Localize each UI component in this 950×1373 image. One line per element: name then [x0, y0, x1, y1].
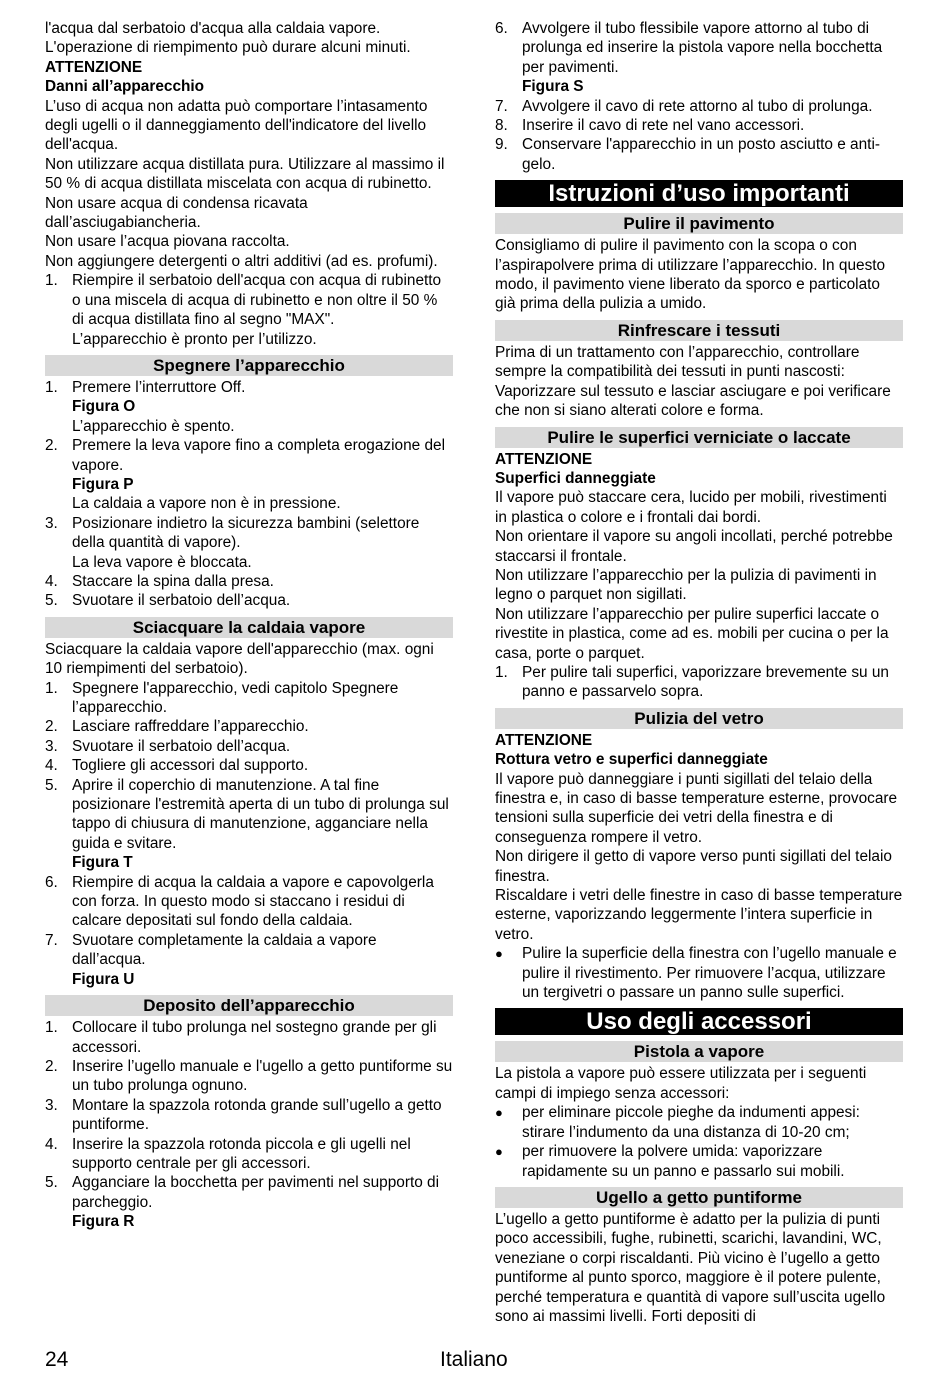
list-text: Staccare la spina dalla presa. [72, 572, 274, 590]
bullet-item [495, 1103, 903, 1142]
list-text: Posizionare indietro la sicurezza bambini (selettore della quantità di vapore). [72, 514, 420, 552]
section-heading-pavimento: Pulire il pavimento [495, 213, 903, 234]
figure-ref: Figura O [72, 398, 136, 416]
list-text: Inserire l’ugello manuale e l'ugello a getto puntiforme su un tubo prolunga ognuno. [72, 1057, 453, 1095]
list-text: Collocare il tubo prolunga nel sostegno grande per gli accessori. [72, 1019, 437, 1056]
list-number: 4. [45, 1135, 58, 1153]
paragraph: Riscaldare i vetri delle finestre in caso di basse temperature esterne, vaporizzando leggermente l’intera superficie in vetro. [495, 887, 903, 943]
bullet-text: Pulire la superficie della finestra con l’ugello manuale e pulire il rivestimento. Per rimuovere l’acqua, utilizzare un tergivetri o passare un panno sulle superfici. [522, 945, 897, 1002]
paragraph: Non orientare il vapore su angoli incollati, perché potrebbe staccarsi il frontale. [495, 528, 893, 565]
list-item [45, 1057, 453, 1096]
paragraph: Non utilizzare l’apparecchio per pulire superfici laccate o rivestite in plastica, come ad es. mobili per cucina o per la casa, porte o parquet. [495, 605, 889, 662]
section-heading-vetro: Pulizia del vetro [495, 708, 903, 729]
list-item [45, 776, 453, 873]
list-item [45, 717, 453, 736]
section-heading-deposito: Deposito dell’apparecchio [45, 995, 453, 1016]
list-number: 8. [495, 117, 508, 135]
list-item [495, 97, 903, 116]
list-text: Lasciare raffreddare l’apparecchio. [72, 718, 309, 736]
list-item [45, 514, 453, 572]
list-text: Agganciare la bocchetta per pavimenti nel supporto di parcheggio. [72, 1174, 440, 1211]
list-number: 5. [45, 776, 58, 794]
section-intro: Sciacquare la caldaia vapore dell'apparecchio (max. ogni 10 riempimenti del serbatoio). [45, 640, 434, 678]
list-item [45, 1173, 453, 1231]
list-subtext: La leva vapore è bloccata. [72, 553, 252, 571]
bullet-item [495, 1142, 903, 1181]
list-number: 9. [495, 136, 508, 154]
list-number: 2. [45, 1057, 58, 1075]
paragraph: Non utilizzare acqua distillata pura. Utilizzare al massimo il 50 % di acqua distillata miscelata con acqua di rubinetto. [45, 155, 445, 193]
figure-ref: Figura U [72, 970, 135, 988]
list-item [45, 931, 453, 989]
section-heading-superfici: Pulire le superfici verniciate o laccate [495, 427, 903, 448]
warning-title: Superfici danneggiate [495, 469, 656, 487]
list-number: 7. [495, 97, 508, 115]
list-number: 3. [45, 1096, 58, 1114]
list-subtext: L’apparecchio è pronto per l’utilizzo. [72, 330, 317, 348]
list-text: Per pulire tali superfici, vaporizzare brevemente su un panno e passarvelo sopra. [522, 663, 889, 701]
warning-label: ATTENZIONE [495, 731, 593, 749]
warning-title: Danni all’apparecchio [45, 78, 205, 96]
warning-label: ATTENZIONE [45, 58, 143, 76]
list-item [45, 873, 453, 931]
list-number: 6. [45, 873, 58, 891]
list-item [45, 378, 453, 436]
paragraph: Consigliamo di pulire il pavimento con la scopa o con l’aspirapolvere prima di utilizzare l’apparecchio. In questo modo, il pavimento viene liberato da sporco e particolato già prima della pulizia a umido. [495, 237, 886, 313]
list-number: 3. [45, 514, 58, 532]
bullet-icon: ● [495, 946, 503, 962]
section-heading-tessuti: Rinfrescare i tessuti [495, 320, 903, 341]
list-item [495, 116, 903, 135]
paragraph: Non usare acqua di condensa ricavata dall’asciugabiancheria. [45, 194, 308, 232]
list-item [45, 1096, 453, 1135]
figure-ref: Figura S [522, 78, 584, 96]
list-number: 4. [45, 757, 58, 775]
list-item [45, 572, 453, 591]
bullet-icon: ● [495, 1105, 503, 1121]
list-item [45, 1135, 453, 1174]
paragraph: L’uso di acqua non adatta può comportare l’intasamento degli ugelli o il danneggiamento dell'indicatore del livello dell'acqua. [45, 97, 428, 154]
footer-language: Italiano [440, 1348, 508, 1371]
intro-paragraph: l'acqua dal serbatoio d'acqua alla caldaia vapore. L'operazione di riempimento può durare alcuni minuti. [45, 20, 411, 57]
bullet-text: per eliminare piccole pieghe da indumenti appesi: stirare l’indumento da una distanza di 10-20 cm; [522, 1104, 860, 1141]
paragraph: Prima di un trattamento con l’apparecchio, controllare sempre la compatibilità dei tessuti in punti nascosti: Vaporizzare sul tessuto e lasciar asciugare e poi verificare che non si siano alterati colore e forma. [495, 343, 891, 420]
warning-label: ATTENZIONE [495, 450, 593, 468]
list-item [45, 756, 453, 775]
list-text: Inserire il cavo di rete nel vano accessori. [522, 117, 805, 135]
list-text: Svuotare il serbatoio dell’acqua. [72, 737, 291, 755]
list-number: 3. [45, 737, 58, 755]
section-heading-sciacquare: Sciacquare la caldaia vapore [45, 617, 453, 638]
list-text: Svuotare completamente la caldaia a vapore dall’acqua. [72, 931, 377, 969]
list-text: Riempire il serbatoio dell'acqua con acqua di rubinetto o una miscela di acqua di rubinetto e non oltre il 50 % di acqua distillata fino al segno "MAX". [72, 272, 442, 329]
warning-title: Rottura vetro e superfici danneggiate [495, 751, 768, 769]
list-text: Inserire la spazzola rotonda piccola e gli ugelli nel supporto centrale per gli accessori. [72, 1135, 411, 1172]
list-item [495, 19, 903, 97]
list-text: Riempire di acqua la caldaia a vapore e capovolgerla con forza. In questo modo si staccano i residui di calcare depositati sul fondo della caldaia. [72, 873, 434, 930]
main-heading-istruzioni: Istruzioni d’uso importanti [495, 180, 903, 207]
bullet-item [495, 944, 903, 1002]
figure-ref: Figura R [72, 1213, 135, 1231]
list-number: 4. [45, 572, 58, 590]
list-item [495, 663, 903, 702]
list-subtext: La caldaia a vapore non è in pressione. [72, 495, 341, 513]
list-item [495, 135, 903, 174]
main-heading-accessori: Uso degli accessori [495, 1008, 903, 1035]
right-column [495, 19, 903, 1326]
page-number: 24 [45, 1348, 69, 1371]
list-item [45, 271, 453, 349]
paragraph: L’ugello a getto puntiforme è adatto per la pulizia di punti poco accessibili, fughe, rubinetti, scarichi, lavandini, WC, veneziane o corpi riscaldanti. Più vicino è l’ugello a getto puntiforme al punto sporco, maggiore è il potere pulente, perché temperatura e quantità di vapore sull’uscita ugello sono ai massimi livelli. Forti depositi di [495, 1210, 886, 1325]
list-number: 1. [45, 272, 58, 290]
figure-ref: Figura T [72, 854, 133, 872]
list-item [45, 1018, 453, 1057]
section-heading-pistola: Pistola a vapore [495, 1041, 903, 1062]
list-item [45, 591, 453, 610]
paragraph: La pistola a vapore può essere utilizzata per i seguenti campi di impiego senza accessori: [495, 1065, 867, 1102]
list-item [45, 679, 453, 718]
list-text: Avvolgere il cavo di rete attorno al tubo di prolunga. [522, 97, 873, 115]
list-subtext: L’apparecchio è spento. [72, 417, 235, 435]
list-text: Premere l’interruttore Off. [72, 378, 246, 396]
list-number: 7. [45, 931, 58, 949]
paragraph: Non aggiungere detergenti o altri additivi (ad es. profumi). [45, 252, 438, 270]
list-text: Avvolgere il tubo flessibile vapore attorno al tubo di prolunga ed inserire la pistola vapore nella bocchetta per pavimenti. [522, 20, 883, 76]
list-text: Togliere gli accessori dal supporto. [72, 757, 309, 775]
list-text: Spegnere l'apparecchio, vedi capitolo Spegnere l’apparecchio. [72, 679, 399, 716]
list-number: 1. [45, 1019, 58, 1037]
paragraph: Il vapore può danneggiare i punti sigillati del telaio della finestra e, in caso di basse temperature esterne, provocare tensioni sulla superficie dei vetri della finestra e di conseguenza rompere il vetro. [495, 770, 898, 846]
list-text: Aprire il coperchio di manutenzione. A tal fine posizionare l'estremità aperta di un tubo di prolunga sul tappo di chiusura di manutenzione, agganciare nella guida e svitare. [72, 776, 449, 852]
list-number: 5. [45, 1174, 58, 1192]
left-column [45, 19, 453, 1232]
section-heading-ugello: Ugello a getto puntiforme [495, 1187, 903, 1208]
paragraph: Il vapore può staccare cera, lucido per mobili, rivestimenti in plastica o colore e i frontali dai bordi. [495, 489, 887, 526]
figure-ref: Figura P [72, 475, 134, 493]
list-number: 1. [495, 663, 508, 681]
list-text: Svuotare il serbatoio dell’acqua. [72, 592, 291, 610]
paragraph: Non dirigere il getto di vapore verso punti sigillati del telaio finestra. [495, 848, 892, 885]
list-number: 2. [45, 437, 58, 455]
list-number: 2. [45, 718, 58, 736]
paragraph: Non utilizzare l’apparecchio per la pulizia di pavimenti in legno o parquet non sigillati. [495, 566, 877, 604]
section-heading-spegnere: Spegnere l’apparecchio [45, 355, 453, 376]
paragraph: Non usare l’acqua piovana raccolta. [45, 233, 290, 251]
list-text: Premere la leva vapore fino a completa erogazione del vapore. [72, 437, 446, 474]
bullet-text: per rimuovere la polvere umida: vaporizzare rapidamente su un panno e passarlo sui mobili. [522, 1143, 845, 1180]
list-text: Montare la spazzola rotonda grande sull’ugello a getto puntiforme. [72, 1096, 442, 1134]
list-item [45, 436, 453, 514]
list-number: 1. [45, 679, 58, 697]
bullet-icon: ● [495, 1144, 503, 1160]
list-number: 6. [495, 20, 508, 37]
list-item [45, 737, 453, 756]
list-number: 5. [45, 592, 58, 610]
list-text: Conservare l'apparecchio in un posto asciutto e anti-gelo. [522, 136, 880, 173]
list-number: 1. [45, 378, 58, 396]
